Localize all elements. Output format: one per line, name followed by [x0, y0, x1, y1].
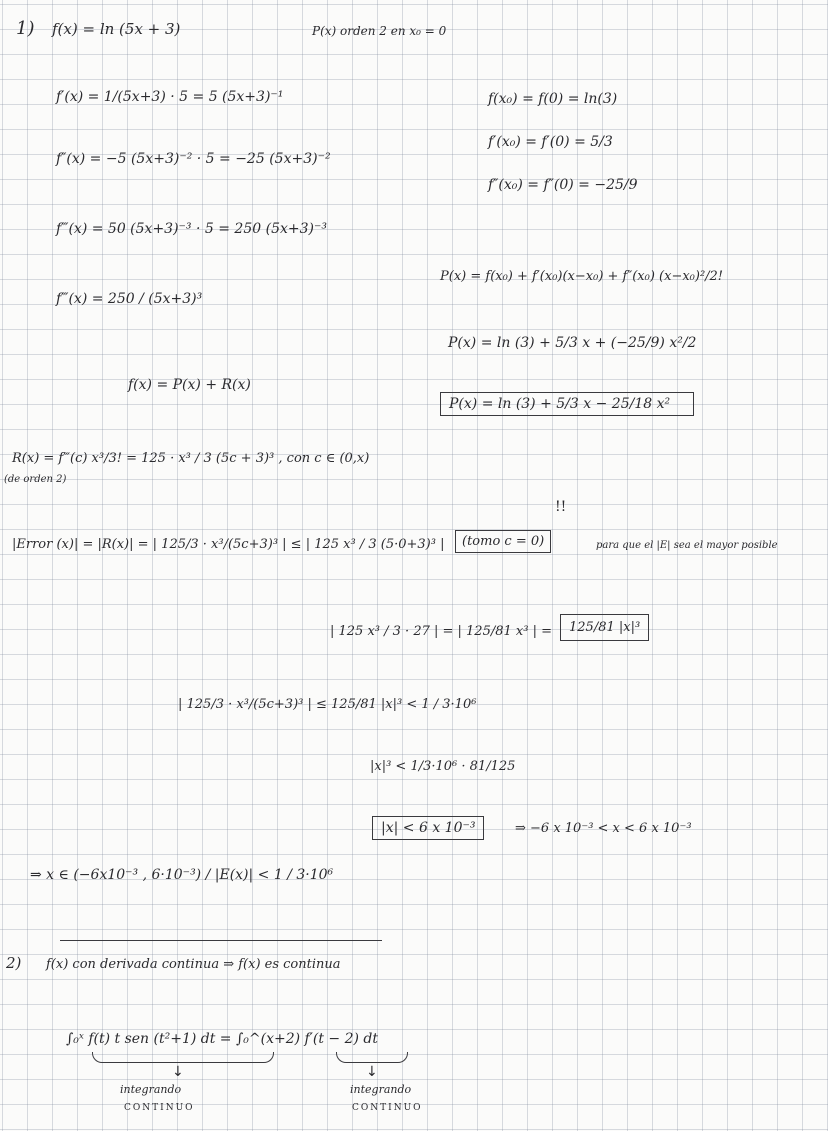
error-tolerance-inequality: | 125/3 · x³/(5c+3)³ | ≤ 125/81 |x|³ < 1 / 3·10⁶	[178, 697, 477, 712]
left-down-arrow: ↓	[172, 1064, 184, 1080]
choice-c-note: para que el |E| sea el mayor posible	[596, 540, 778, 551]
x-bound-boxed: |x| < 6 x 10⁻³	[372, 816, 484, 840]
conclusion: ⇒ x ∈ (−6x10⁻³ , 6·10⁻³) / |E(x)| < 1 / 3·10⁶	[30, 867, 334, 883]
lagrange-remainder: R(x) = f‴(c) x³/3! = 125 · x³ / 3 (5c + 3)³ , con c ∈ (0,x)	[12, 451, 370, 466]
x-cubed-bound: |x|³ < 1/3·10⁶ · 81/125	[370, 759, 516, 774]
x-interval-rhs: ⇒ −6 x 10⁻³ < x < 6 x 10⁻³	[515, 821, 692, 836]
value-f2-at-0: f″(x₀) = f″(0) = −25/9	[488, 177, 638, 193]
function-decomposition: f(x) = P(x) + R(x)	[128, 377, 251, 393]
right-continuous-label: CONTINUO	[352, 1103, 423, 1113]
taylor-substitution: P(x) = ln (3) + 5/3 x + (−25/9) x²/2	[448, 335, 697, 351]
right-integrand-label: integrando	[350, 1083, 412, 1096]
section-divider	[60, 940, 382, 941]
left-continuous-label: CONTINUO	[124, 1103, 195, 1113]
right-down-arrow: ↓	[366, 1064, 378, 1080]
problem-2-label: 2)	[6, 954, 22, 972]
task-statement: P(x) orden 2 en x₀ = 0	[312, 24, 447, 38]
problem-2-statement: f(x) con derivada continua ⇒ f(x) es continua	[46, 957, 341, 972]
error-simplification: | 125 x³ / 3 · 27 | = | 125/81 x³ | =	[330, 624, 552, 639]
integral-equation: ∫₀ˣ f(t) t sen (t²+1) dt = ∫₀^(x+2) f′(t − 2) dt	[66, 1031, 379, 1047]
right-brace	[336, 1052, 408, 1063]
remainder-order-note: (de orden 2)	[4, 474, 67, 485]
second-derivative: f″(x) = −5 (5x+3)⁻² · 5 = −25 (5x+3)⁻²	[56, 151, 331, 167]
third-derivative: f‴(x) = 50 (5x+3)⁻³ · 5 = 250 (5x+3)⁻³	[56, 221, 327, 237]
taylor-polynomial-result: P(x) = ln (3) + 5/3 x − 25/18 x²	[440, 392, 694, 416]
value-f-at-0: f(x₀) = f(0) = ln(3)	[488, 91, 618, 107]
left-brace	[92, 1052, 274, 1063]
emphasis-marks: !!	[555, 499, 567, 515]
value-f1-at-0: f′(x₀) = f′(0) = 5/3	[488, 134, 613, 150]
taylor-general-formula: P(x) = f(x₀) + f′(x₀)(x−x₀) + f″(x₀) (x−x₀)²/2!	[440, 269, 724, 284]
error-bound-boxed: 125/81 |x|³	[560, 614, 649, 641]
function-definition: f(x) = ln (5x + 3)	[52, 20, 181, 38]
error-inequality: |Error (x)| = |R(x)| = | 125/3 · x³/(5c+3)³ | ≤ | 125 x³ / 3 (5·0+3)³ |	[12, 537, 445, 552]
left-integrand-label: integrando	[120, 1083, 182, 1096]
first-derivative: f′(x) = 1/(5x+3) · 5 = 5 (5x+3)⁻¹	[56, 89, 284, 105]
third-derivative-fraction: f‴(x) = 250 / (5x+3)³	[56, 291, 203, 307]
choice-c-zero: (tomo c = 0)	[455, 530, 551, 553]
problem-1-label: 1)	[16, 18, 35, 39]
